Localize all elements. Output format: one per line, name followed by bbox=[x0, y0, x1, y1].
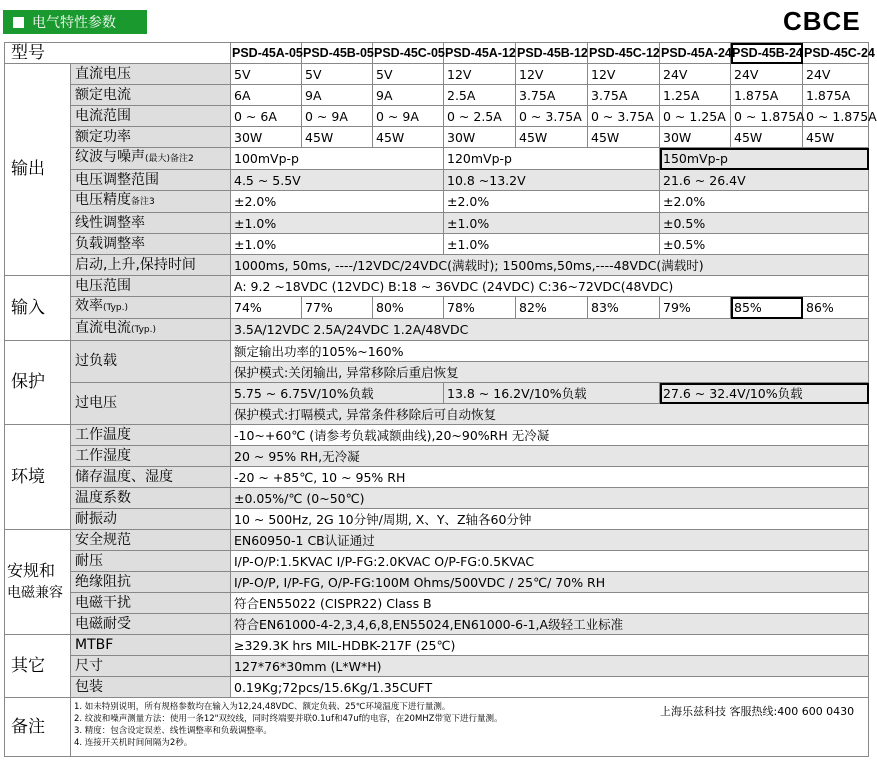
cell: 4.5 ~ 5.5V bbox=[231, 170, 444, 191]
efficiency-row bbox=[5, 297, 869, 319]
cell: ±0.5% bbox=[660, 213, 869, 234]
cell: -10~+60℃ (请参考负载减额曲线),20~90%RH 无冷凝 bbox=[231, 425, 869, 446]
overvoltage-row-1 bbox=[5, 383, 869, 404]
cell: I/P-O/P, I/P-FG, O/P-FG:100M Ohms/500VDC / 25℃/ 70% RH bbox=[231, 572, 869, 593]
cell: 5V bbox=[373, 64, 444, 85]
cell: ≥329.3K hrs MIL-HDBK-217F (25℃) bbox=[231, 635, 869, 656]
cell: 30W bbox=[231, 127, 302, 148]
safety-row bbox=[5, 572, 869, 593]
voltage-adj-row bbox=[5, 170, 869, 191]
safety-row bbox=[5, 614, 869, 635]
cell: 额定输出功率的105%~160% bbox=[231, 341, 869, 362]
cell: 0 ~ 2.5A bbox=[444, 106, 516, 127]
cell: ±1.0% bbox=[231, 234, 444, 255]
current-range-row bbox=[5, 106, 869, 127]
cell: 10 ~ 500Hz, 2G 10分钟/周期, X、Y、Z轴各60分钟 bbox=[231, 509, 869, 530]
model-header: PSD-45C-24 bbox=[803, 43, 869, 64]
cell: 83% bbox=[588, 297, 660, 319]
note-line: 2. 纹波和噪声测量方法：使用一条12"双绞线，同时终端要并联0.1uf和47uf的电容，在20MHZ带宽下进行量测。 bbox=[74, 714, 503, 724]
row-label: 电流范围 bbox=[71, 106, 231, 127]
row-label: 电磁干扰 bbox=[71, 593, 231, 614]
row-label: 安全规范 bbox=[71, 530, 231, 551]
cell: 0 ~ 3.75A bbox=[588, 106, 660, 127]
dc-current-row bbox=[5, 319, 869, 341]
square-bullet-icon bbox=[13, 17, 24, 28]
cell: 1.875A bbox=[731, 85, 803, 106]
cell: 79% bbox=[660, 297, 731, 319]
overload-row-1 bbox=[5, 341, 869, 362]
model-header: PSD-45C-12 bbox=[588, 43, 660, 64]
cell: 10.8 ~13.2V bbox=[444, 170, 660, 191]
row-label: 储存温度、湿度 bbox=[71, 467, 231, 488]
category-protection: 保护 bbox=[5, 341, 71, 425]
cell: 30W bbox=[444, 127, 516, 148]
safety-row bbox=[5, 551, 869, 572]
category-safety-emc bbox=[5, 530, 71, 635]
row-label: 绝缘阻抗 bbox=[71, 572, 231, 593]
cell: ±1.0% bbox=[444, 234, 660, 255]
env-row bbox=[5, 446, 869, 467]
category-input: 输入 bbox=[5, 276, 71, 341]
row-label: 工作温度 bbox=[71, 425, 231, 446]
row-label: 纹波与噪声(最大)备注2 bbox=[71, 148, 231, 170]
model-header: PSD-45B-24 bbox=[731, 43, 803, 64]
cell: 45W bbox=[302, 127, 373, 148]
cell: 5.75 ~ 6.75V/10%负载 bbox=[231, 383, 444, 404]
cell: 24V bbox=[660, 64, 731, 85]
cell: 78% bbox=[444, 297, 516, 319]
cell: 5V bbox=[231, 64, 302, 85]
cell: 2.5A bbox=[444, 85, 516, 106]
cell: A: 9.2 ~18VDC (12VDC) B:18 ~ 36VDC (24VDC) C:36~72VDC(48VDC) bbox=[231, 276, 869, 297]
row-label: 工作湿度 bbox=[71, 446, 231, 467]
row-label: 直流电压 bbox=[71, 64, 231, 85]
cell: -20 ~ +85℃, 10 ~ 95% RH bbox=[231, 467, 869, 488]
cell: 45W bbox=[803, 127, 869, 148]
row-label: 温度系数 bbox=[71, 488, 231, 509]
note-line: 3. 精度：包含设定误差、线性调整率和负载调整率。 bbox=[74, 726, 272, 736]
cell: 45W bbox=[516, 127, 588, 148]
dc-voltage-row bbox=[5, 64, 869, 85]
row-label: 耐振动 bbox=[71, 509, 231, 530]
row-label: 额定电流 bbox=[71, 85, 231, 106]
cell: 0 ~ 1.25A bbox=[660, 106, 731, 127]
category-line: 电磁兼容 bbox=[7, 585, 63, 601]
row-label: 过电压 bbox=[71, 383, 231, 425]
model-header: PSD-45A-12 bbox=[444, 43, 516, 64]
row-label: 电压调整范围 bbox=[71, 170, 231, 191]
cell: 45W bbox=[731, 127, 803, 148]
load-reg-row bbox=[5, 234, 869, 255]
cell: 82% bbox=[516, 297, 588, 319]
cell: 85% bbox=[731, 297, 803, 319]
note-line: 4. 连接开关机时间间隔为2秒。 bbox=[74, 738, 193, 748]
row-label: 线性调整率 bbox=[71, 213, 231, 234]
cell: 0.19Kg;72pcs/15.6Kg/1.35CUFT bbox=[231, 677, 869, 698]
row-label: 负载调整率 bbox=[71, 234, 231, 255]
env-row bbox=[5, 425, 869, 446]
cell: 74% bbox=[231, 297, 302, 319]
cell: 3.5A/12VDC 2.5A/24VDC 1.2A/48VDC bbox=[231, 319, 869, 341]
cell: 24V bbox=[731, 64, 803, 85]
row-label: 过负载 bbox=[71, 341, 231, 383]
category-output: 输出 bbox=[5, 64, 71, 276]
cell: 127*76*30mm (L*W*H) bbox=[231, 656, 869, 677]
cell: 21.6 ~ 26.4V bbox=[660, 170, 869, 191]
row-label: 电压范围 bbox=[71, 276, 231, 297]
category-environment: 环境 bbox=[5, 425, 71, 530]
cell: 27.6 ~ 32.4V/10%负载 bbox=[660, 383, 869, 404]
cell: 120mVp-p bbox=[444, 148, 660, 170]
cell: 0 ~ 1.875A bbox=[803, 106, 869, 127]
voltage-accuracy-row bbox=[5, 191, 869, 213]
row-label: MTBF bbox=[71, 635, 231, 656]
env-row bbox=[5, 509, 869, 530]
cell: 12V bbox=[516, 64, 588, 85]
cell: 0 ~ 9A bbox=[302, 106, 373, 127]
cell: EN60950-1 CB认证通过 bbox=[231, 530, 869, 551]
cell: 0 ~ 3.75A bbox=[516, 106, 588, 127]
cell: 3.75A bbox=[516, 85, 588, 106]
cell: 80% bbox=[373, 297, 444, 319]
cell: 5V bbox=[302, 64, 373, 85]
cell: ±2.0% bbox=[231, 191, 444, 213]
cell: 45W bbox=[373, 127, 444, 148]
cell: 45W bbox=[588, 127, 660, 148]
row-label: 电磁耐受 bbox=[71, 614, 231, 635]
ripple-row bbox=[5, 148, 869, 170]
setup-row bbox=[5, 255, 869, 276]
cell: 9A bbox=[373, 85, 444, 106]
section-title-bar bbox=[3, 10, 147, 34]
spec-table bbox=[4, 42, 877, 757]
contact-hotline: 上海乐兹科技 客服热线:400 600 0430 bbox=[660, 705, 855, 718]
rated-current-row bbox=[5, 85, 869, 106]
cell: 86% bbox=[803, 297, 869, 319]
note-line: 1. 如未特别说明，所有规格参数均在输入为12,24,48VDC、额定负载、25℃环境温度下进行量测。 bbox=[74, 702, 451, 712]
cell: 13.8 ~ 16.2V/10%负载 bbox=[444, 383, 660, 404]
line-reg-row bbox=[5, 213, 869, 234]
row-label: 效率(Typ.) bbox=[71, 297, 231, 319]
env-row bbox=[5, 488, 869, 509]
env-row bbox=[5, 467, 869, 488]
cell: 3.75A bbox=[588, 85, 660, 106]
cell: ±0.5% bbox=[660, 234, 869, 255]
model-header: PSD-45C-05 bbox=[373, 43, 444, 64]
cell: 9A bbox=[302, 85, 373, 106]
other-row bbox=[5, 635, 869, 656]
cell: 1.875A bbox=[803, 85, 869, 106]
model-header: PSD-45A-05 bbox=[231, 43, 302, 64]
cell: 150mVp-p bbox=[660, 148, 869, 170]
cell: I/P-O/P:1.5KVAC I/P-FG:2.0KVAC O/P-FG:0.5KVAC bbox=[231, 551, 869, 572]
cell: ±1.0% bbox=[444, 213, 660, 234]
model-header: PSD-45A-24 bbox=[660, 43, 731, 64]
cell: ±2.0% bbox=[444, 191, 660, 213]
safety-row bbox=[5, 530, 869, 551]
cb-ce-logo: CBCE bbox=[783, 6, 861, 36]
row-label: 包装 bbox=[71, 677, 231, 698]
model-row bbox=[5, 43, 869, 64]
row-label: 额定功率 bbox=[71, 127, 231, 148]
cell: 77% bbox=[302, 297, 373, 319]
cell: 20 ~ 95% RH,无冷凝 bbox=[231, 446, 869, 467]
cell: 符合EN55022 (CISPR22) Class B bbox=[231, 593, 869, 614]
cell: 30W bbox=[660, 127, 731, 148]
other-row bbox=[5, 656, 869, 677]
category-notes: 备注 bbox=[5, 698, 71, 757]
cell: 12V bbox=[588, 64, 660, 85]
row-label: 耐压 bbox=[71, 551, 231, 572]
cell: 1.25A bbox=[660, 85, 731, 106]
model-header: PSD-45B-05 bbox=[302, 43, 373, 64]
other-row bbox=[5, 677, 869, 698]
cell: 100mVp-p bbox=[231, 148, 444, 170]
cell: ±0.05%/℃ (0~50℃) bbox=[231, 488, 869, 509]
category-other: 其它 bbox=[5, 635, 71, 698]
cell: 12V bbox=[444, 64, 516, 85]
cell: 保护模式:关闭输出, 异常移除后重启恢复 bbox=[231, 362, 869, 383]
cell: 0 ~ 9A bbox=[373, 106, 444, 127]
row-label: 直流电流(Typ.) bbox=[71, 319, 231, 341]
model-label: 型号 bbox=[5, 43, 231, 64]
cell: 保护模式:打嗝模式, 异常条件移除后可自动恢复 bbox=[231, 404, 869, 425]
input-voltage-row bbox=[5, 276, 869, 297]
safety-row bbox=[5, 593, 869, 614]
cell: 6A bbox=[231, 85, 302, 106]
cell: ±1.0% bbox=[231, 213, 444, 234]
cell: 符合EN61000-4-2,3,4,6,8,EN55024,EN61000-6-1,A级轻工业标准 bbox=[231, 614, 869, 635]
cell: 0 ~ 1.875A bbox=[731, 106, 803, 127]
row-label: 启动,上升,保持时间 bbox=[71, 255, 231, 276]
category-line: 安规和 bbox=[7, 561, 56, 580]
cell: ±2.0% bbox=[660, 191, 869, 213]
section-title: 电气特性参数 bbox=[32, 15, 116, 31]
row-label: 尺寸 bbox=[71, 656, 231, 677]
model-header: PSD-45B-12 bbox=[516, 43, 588, 64]
cell: 24V bbox=[803, 64, 869, 85]
rated-power-row bbox=[5, 127, 869, 148]
row-label: 电压精度备注3 bbox=[71, 191, 231, 213]
cell: 0 ~ 6A bbox=[231, 106, 302, 127]
cell: 1000ms, 50ms, ----/12VDC/24VDC(满载时); 1500ms,50ms,----48VDC(满载时) bbox=[231, 255, 869, 276]
